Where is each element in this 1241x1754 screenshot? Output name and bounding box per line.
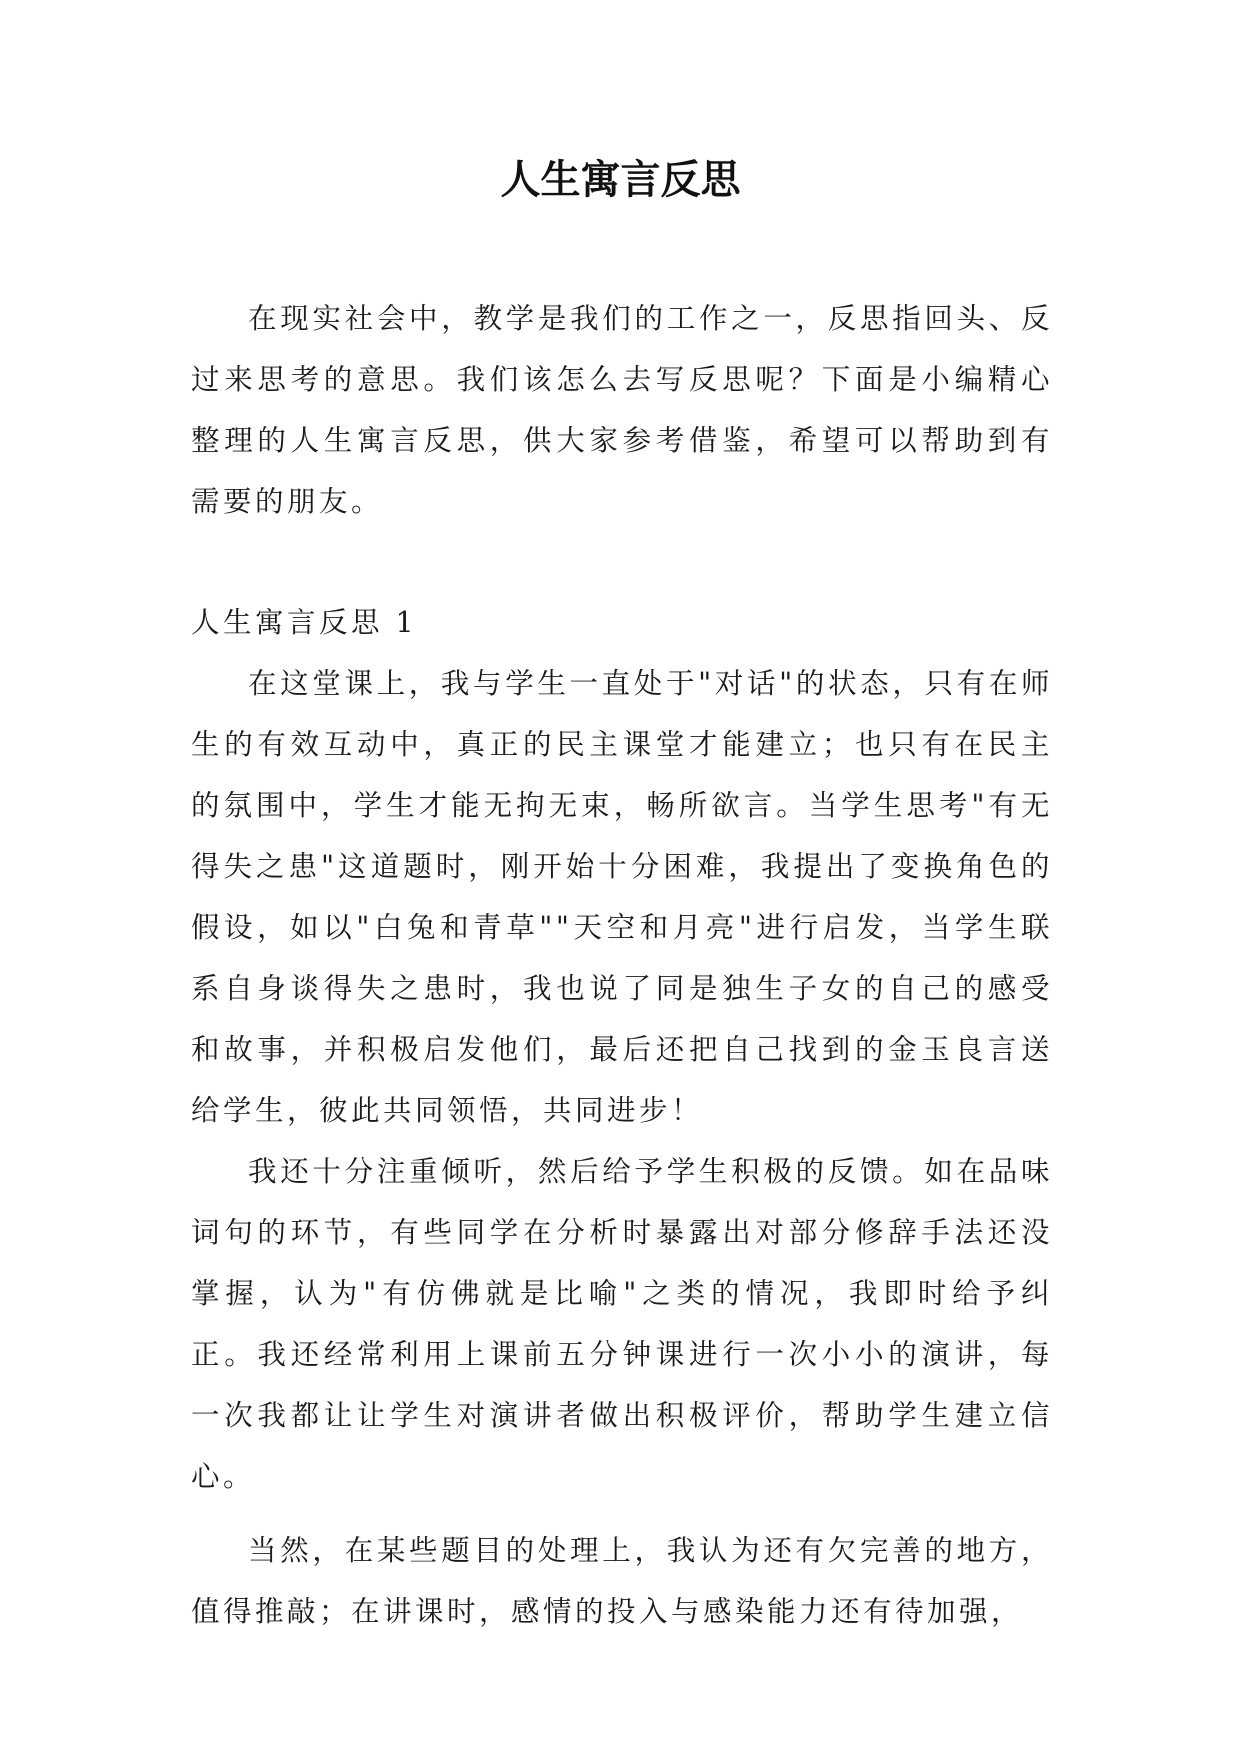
intro-paragraph: 在现实社会中，教学是我们的工作之一，反思指回头、反过来思考的意思。我们该怎么去写反思呢？下面是小编精心整理的人生寓言反思，供大家参考借鉴，希望可以帮助到有需要的朋友。	[191, 302, 1053, 518]
body-paragraph-2: 我还十分注重倾听，然后给予学生积极的反馈。如在品味词句的环节，有些同学在分析时暴露出对部分修辞手法还没掌握，认为"有仿佛就是比喻"之类的情况，我即时给予纠正。我还经常利用上课前五分钟课进行一次小小的演讲，每一次我都让让学生对演讲者做出积极评价，帮助学生建立信心。	[191, 1155, 1053, 1493]
document-body	[191, 288, 1053, 1642]
document-title: 人生寓言反思	[500, 157, 741, 203]
body-paragraph-3: 当然，在某些题目的处理上，我认为还有欠完善的地方，值得推敲；在讲课时，感情的投入与感染能力还有待加强，	[191, 1534, 1053, 1628]
body-paragraph-1: 在这堂课上，我与学生一直处于"对话"的状态，只有在师生的有效互动中，真正的民主课堂才能建立；也只有在民主的氛围中，学生才能无拘无束，畅所欲言。当学生思考"有无得失之患"这道题时，刚开始十分困难，我提出了变换角色的假设，如以"白兔和青草""天空和月亮"进行启发，当学生联系自身谈得失之患时，我也说了同是独生子女的自己的感受和故事，并积极启发他们，最后还把自己找到的金玉良言送给学生，彼此共同领悟，共同进步！	[191, 667, 1053, 1127]
spacer	[191, 1507, 1053, 1520]
spacer	[191, 532, 1053, 592]
section-heading: 人生寓言反思 1	[191, 606, 418, 639]
